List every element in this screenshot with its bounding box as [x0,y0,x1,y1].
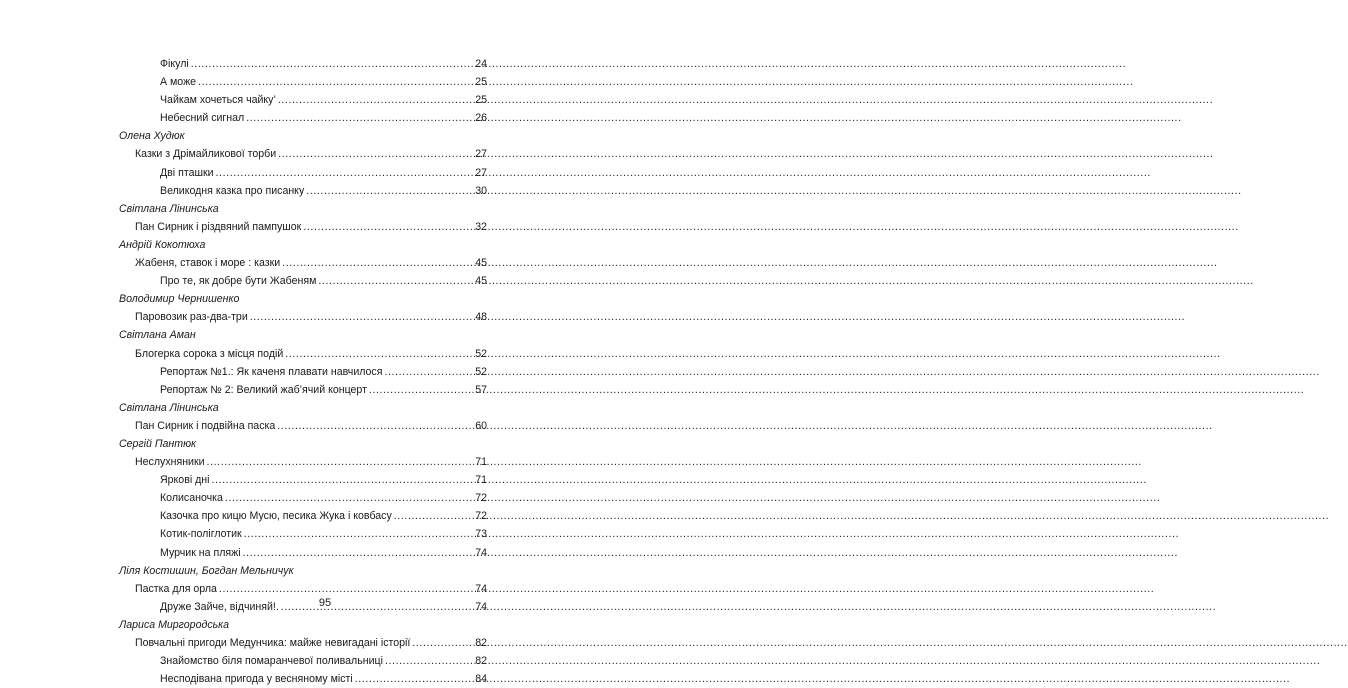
dot-leader [250,308,474,326]
toc-entry [119,417,487,435]
toc-entry-title: Котик-поліглотик [160,528,242,541]
toc-entry-title: Друже Зайче, відчиняй!. [160,600,279,613]
toc-entry [119,381,487,399]
toc-entry-title: Пан Сирник і різдвяний пампушок [135,220,302,233]
dot-leader [412,634,474,652]
toc-author: Світлана Лінинська [119,401,219,414]
toc-entry-page: 52 [475,347,487,360]
toc-entry-title: А може [160,76,197,89]
toc-author: Олена Худюк [119,130,185,143]
dot-leader [216,164,475,182]
toc-entry-page: 74 [475,582,487,595]
toc-entry [119,652,487,670]
toc-entry-page: 30 [475,184,487,197]
toc-entry-page: 74 [475,600,487,613]
toc-entry-page: 26 [475,112,487,125]
toc-entry [119,525,487,543]
dot-leader [191,55,474,73]
dot-leader [198,73,474,91]
toc-entry-title: Репортаж № 2: Великий жаб’ячий концерт [160,383,367,396]
toc-entry [119,580,487,598]
toc-entry-page: 72 [475,510,487,523]
toc-entry-page: 82 [475,655,487,668]
dot-leader [219,580,474,598]
dot-leader [243,544,475,562]
toc-entry [119,489,487,507]
toc-entry-page: 27 [475,166,487,179]
toc-entry [119,670,487,688]
toc-entry-title: Повчальні пригоди Медунчика: майже невигадані історії [135,637,411,649]
dot-leader [306,182,474,200]
dot-leader [212,471,475,489]
toc-entry-page: 25 [475,94,487,107]
toc-entry-title: Репортаж №1.: Як каченя плавати навчилося [160,365,383,378]
page-number: 95 [318,597,332,609]
table-of-contents [119,55,487,688]
toc-entry [119,73,487,91]
toc-entry-title: Блогерка сорока з місця подій [135,347,284,360]
dot-leader [225,489,474,507]
toc-entry [119,164,487,182]
dot-leader [282,254,474,272]
toc-entry-title: Казочка про кицю Мусю, песика Жука і ковбасу [160,510,392,523]
toc-author: Ліля Костишин, Богдан Мельничук [119,564,294,577]
toc-entry [119,507,487,525]
dot-leader [277,417,474,435]
toc-entry [119,453,487,471]
dot-leader [318,272,474,290]
toc-entry [119,91,487,109]
toc-entry-page: 32 [475,220,487,233]
toc-entry [119,254,487,272]
toc-entry [119,182,487,200]
toc-entry-page: 27 [475,148,487,161]
dot-leader [246,109,474,127]
toc-entry-title: Великодня казка про писанку [160,184,305,197]
toc-entry [119,109,487,127]
toc-entry-page: 45 [475,257,487,270]
toc-entry-title: Колисаночка [160,492,223,505]
toc-entry [119,55,487,73]
toc-author: Світлана Аман [119,329,196,342]
dot-leader [303,218,474,236]
toc-entry-page: 48 [475,311,487,324]
toc-entry-title: Дві пташки [160,166,214,179]
toc-entry-title: Небесний сигнал [160,112,245,125]
dot-leader [207,453,475,471]
dot-leader [385,652,474,670]
toc-entry-title: Чайкам хочеться чайку’ [160,94,276,107]
toc-entry-page: 25 [475,76,487,89]
toc-entry-page: 71 [475,456,487,469]
toc-entry [119,345,487,363]
toc-entry [119,272,487,290]
toc-entry-title: Несподівана пригода у весняному місті [160,673,353,686]
dot-leader [384,363,474,381]
toc-entry [119,544,487,562]
toc-entry-page: 74 [475,546,487,559]
toc-author: Лариса Миргородська [119,618,230,631]
dot-leader [278,145,474,163]
toc-author: Андрій Кокотюха [119,238,206,251]
toc-entry [119,218,487,236]
dot-leader [355,670,474,688]
dot-leader [285,345,474,363]
toc-entry-title: Казки з Дрімайликової торби [135,148,277,161]
toc-entry-page: 73 [475,528,487,541]
dot-leader [369,381,474,399]
toc-entry-page: 82 [475,637,487,649]
toc-entry-title: Паровозик раз-два-три [135,311,248,324]
toc-entry [119,471,487,489]
toc-entry-title: Мурчик на пляжі [160,546,241,559]
toc-entry [119,308,487,326]
toc-entry-page: 24 [475,58,487,70]
toc-entry-page: 52 [475,365,487,378]
toc-author: Володимир Чернишенко [119,293,240,306]
toc-author: Світлана Лінинська [119,202,219,215]
toc-entry-page: 71 [475,474,487,487]
toc-entry-title: Неслухняники [135,456,205,469]
dot-leader [278,91,474,109]
toc-entry-page: 72 [475,492,487,505]
toc-entry-page: 57 [475,383,487,396]
toc-author: Сергій Пантюк [119,437,197,450]
toc-entry-title: Пан Сирник і подвійна паска [135,419,276,432]
toc-entry-title: Яркові дні [160,474,210,487]
toc-entry-page: 60 [475,419,487,432]
toc-entry-title: Про те, як добре бути Жабеням [160,275,317,288]
toc-entry-title: Пастка для орла [135,582,217,595]
toc-entry [119,363,487,381]
dot-leader [244,525,475,543]
toc-entry-page: 45 [475,275,487,288]
toc-entry [119,145,487,163]
toc-entry-title: Знайомство біля помаранчевої поливальниці [160,655,383,668]
dot-leader [394,507,474,525]
toc-entry-page: 84 [475,673,487,686]
toc-entry [119,634,487,652]
toc-entry-title: Жабеня, ставок і море : казки [135,257,281,270]
toc-entry-title: Фікулі [160,58,189,70]
